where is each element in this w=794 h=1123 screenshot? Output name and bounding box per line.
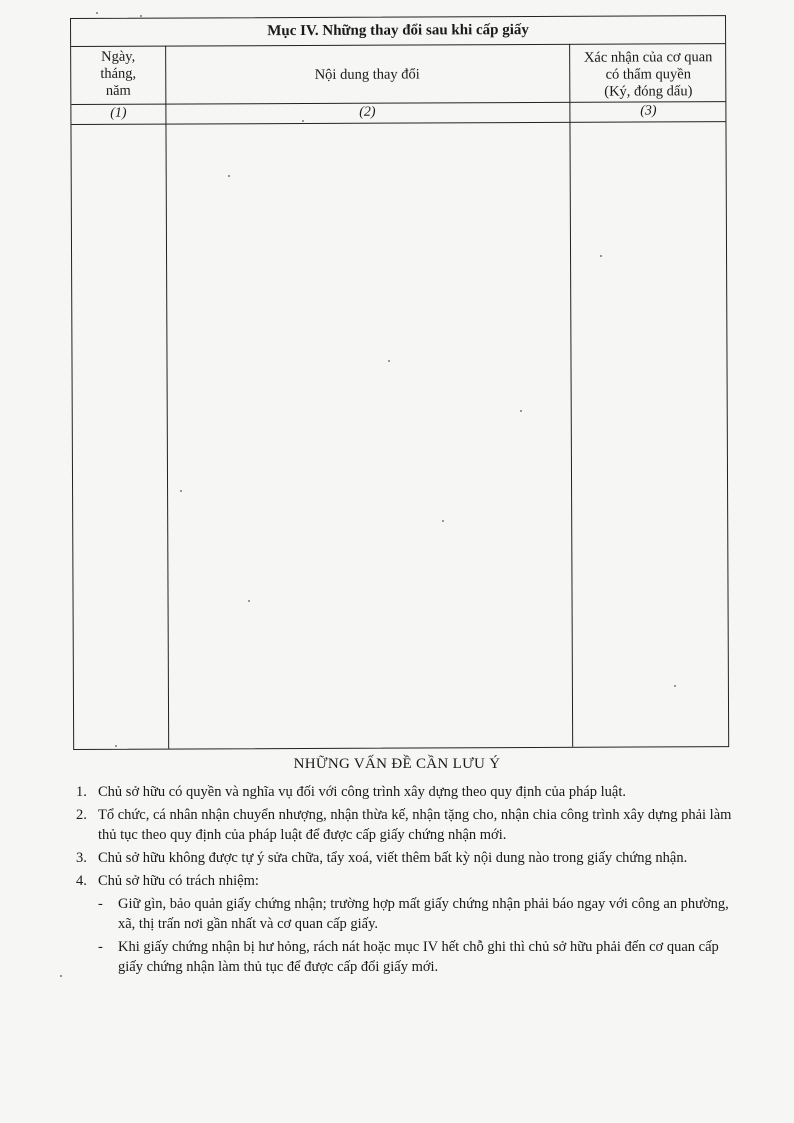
scan-speck: [442, 520, 444, 522]
note-subitem: [76, 937, 736, 977]
col3-header-line: có thẩm quyền: [605, 66, 691, 83]
scan-speck: [228, 175, 230, 177]
col3-header-line: (Ký, đóng dấu): [604, 83, 693, 100]
note-number: 2.: [76, 807, 87, 823]
scan-speck: [140, 15, 142, 17]
col1-header-line: năm: [105, 82, 131, 99]
col1-number: (1): [110, 105, 127, 121]
col1-header-line: Ngày,: [101, 48, 136, 65]
note-text: Chủ sở hữu có quyền và nghĩa vụ đối với công trình xây dựng theo quy định của pháp luật.: [98, 784, 626, 800]
note-item: [76, 805, 736, 845]
scan-speck: [180, 490, 182, 492]
subitem-text: Giữ gìn, bảo quản giấy chứng nhận; trường hợp mất giấy chứng nhận phải báo ngay với công an phường, xã, thị trấn nơi gần nhất và cơ quan cấp giấy.: [118, 896, 729, 932]
note-number: 1.: [76, 784, 87, 800]
scan-speck: [96, 12, 98, 14]
note-item: [76, 848, 736, 868]
scan-speck: [302, 120, 304, 122]
note-text: Chủ sở hữu có trách nhiệm:: [98, 873, 259, 889]
note-text: Chủ sở hữu không được tự ý sửa chữa, tẩy xoá, viết thêm bất kỳ nội dung nào trong giấy chứng nhận.: [98, 850, 688, 866]
notes-title: NHỮNG VẤN ĐỀ CẦN LƯU Ý: [293, 756, 501, 772]
col2-number: (2): [359, 104, 376, 120]
scan-speck: [248, 600, 250, 602]
subitem-dash: -: [98, 939, 103, 955]
col3-number: (3): [640, 103, 657, 119]
column-divider: [165, 46, 169, 749]
note-item: [76, 871, 736, 891]
note-number: 4.: [76, 873, 87, 889]
notes-list: [76, 782, 736, 977]
changes-table: [70, 15, 729, 750]
subitem-text: Khi giấy chứng nhận bị hư hỏng, rách nát hoặc mục IV hết chỗ ghi thì chủ sở hữu phải đến cơ quan cấp giấy chứng nhận làm thủ tục để được cấp đổi giấy mới.: [118, 939, 719, 975]
note-subitem: [76, 894, 736, 934]
col1-header: [71, 49, 165, 100]
col3-header: [569, 49, 727, 101]
column-divider: [569, 44, 573, 747]
scan-speck: [600, 255, 602, 257]
note-item: [76, 782, 736, 802]
col1-header-line: tháng,: [100, 65, 137, 82]
subitem-dash: -: [98, 896, 103, 912]
note-number: 3.: [76, 850, 87, 866]
scan-speck: [60, 975, 62, 977]
scan-speck: [520, 410, 522, 412]
col3-header-line: Xác nhận của cơ quan: [583, 49, 713, 66]
scan-speck: [115, 745, 117, 747]
scan-speck: [388, 360, 390, 362]
scan-speck: [674, 685, 676, 687]
col2-header: Nội dung thay đổi: [314, 66, 420, 83]
note-text: Tổ chức, cá nhân nhận chuyển nhượng, nhận thừa kế, nhận tặng cho, nhận chia công trình xây dựng phải làm thủ tục theo quy định của pháp luật để được cấp giấy chứng nhận mới.: [98, 807, 732, 843]
table-title: Mục IV. Những thay đổi sau khi cấp giấy: [71, 16, 725, 47]
